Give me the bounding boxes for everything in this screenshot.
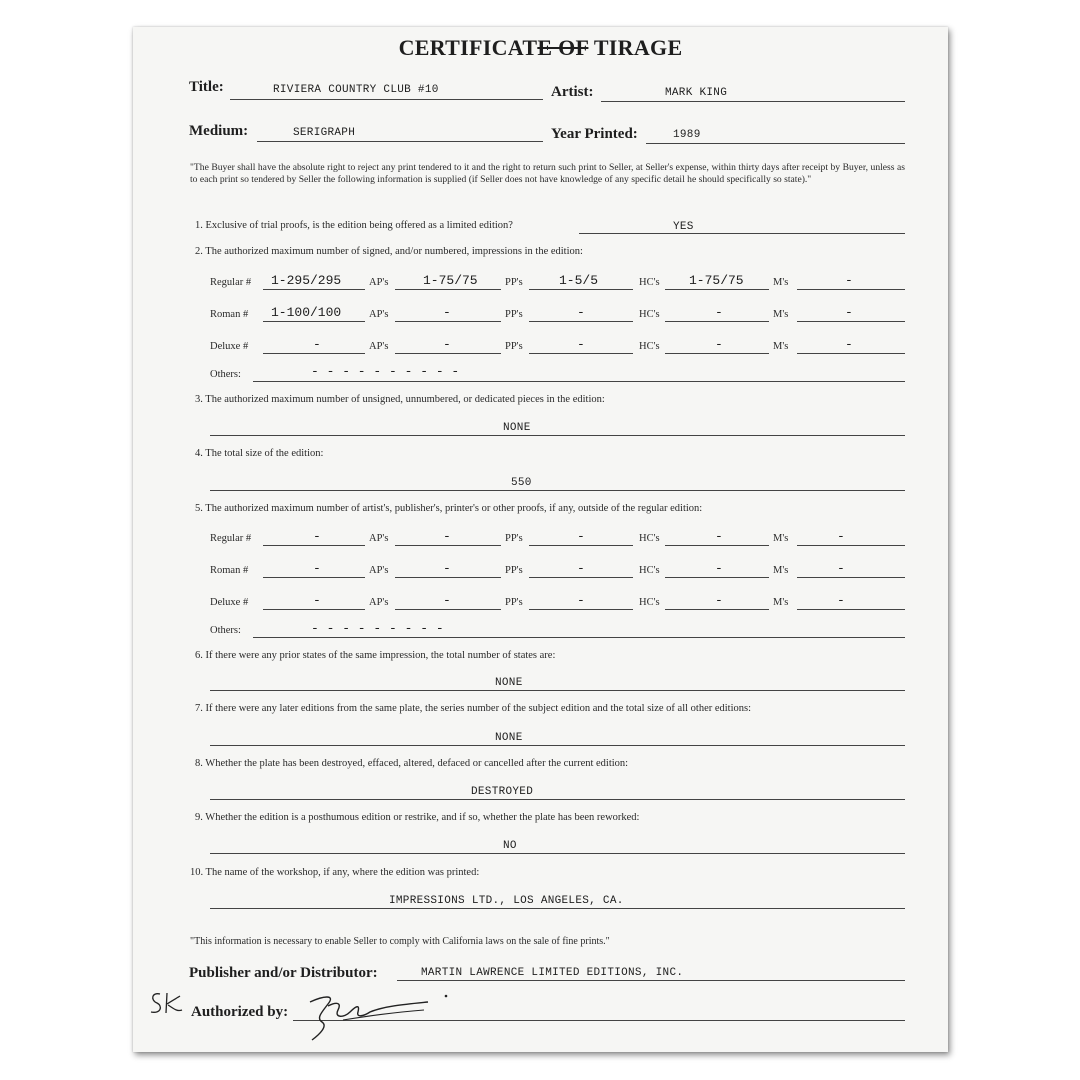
q6-line bbox=[210, 690, 905, 691]
q8-answer: DESTROYED bbox=[471, 786, 534, 798]
publisher-label: Publisher and/or Distributor: bbox=[189, 965, 378, 981]
intro-paragraph: "The Buyer shall have the absolute right to reject any print tendered to it and the right to return such print to Seller, at Seller's expense, within thirty days after receipt by Buyer, unless as to each print so tendered by Seller the following information is supplied (if Seller does not have knowledge of any specific detail he should specifically so state)." bbox=[190, 162, 905, 185]
q2-aps-line bbox=[395, 321, 501, 322]
q2-num-value: 1-100/100 bbox=[271, 305, 342, 320]
q5-num-value: - bbox=[313, 561, 321, 576]
hcs-label: HC's bbox=[639, 309, 660, 320]
q2-hcs-value: - bbox=[715, 305, 723, 320]
q5-num-value: - bbox=[313, 593, 321, 608]
pps-label: PP's bbox=[505, 565, 523, 576]
pps-label: PP's bbox=[505, 277, 523, 288]
q5-hcs-value: - bbox=[715, 593, 723, 608]
title-part-struck: E OF bbox=[537, 35, 589, 60]
q2-pps-line bbox=[529, 289, 633, 290]
q3-line bbox=[210, 435, 905, 436]
question-7: 7. If there were any later editions from the same plate, the series number of the subject edition and the total size of all other editions: bbox=[195, 703, 752, 714]
publisher-value: MARTIN LAWRENCE LIMITED EDITIONS, INC. bbox=[421, 967, 684, 979]
question-9: 9. Whether the edition is a posthumous edition or restrike, and if so, whether the plate has been reworked: bbox=[195, 812, 640, 823]
pps-label: PP's bbox=[505, 533, 523, 544]
q5-num-line bbox=[263, 545, 365, 546]
pps-label: PP's bbox=[505, 597, 523, 608]
q5-hcs-line bbox=[665, 545, 769, 546]
q2-pps-line bbox=[529, 353, 633, 354]
hcs-label: HC's bbox=[639, 597, 660, 608]
q2-hcs-value: 1-75/75 bbox=[689, 273, 744, 288]
year-value: 1989 bbox=[673, 129, 701, 141]
q2-hcs-line bbox=[665, 353, 769, 354]
authorized-label: Authorized by: bbox=[191, 1004, 289, 1020]
q5-num-line bbox=[263, 577, 365, 578]
artist-line bbox=[601, 101, 905, 102]
q2-pps-value: 1-5/5 bbox=[559, 273, 599, 288]
q2-pps-value: - bbox=[577, 305, 585, 320]
q5-num-value: - bbox=[313, 529, 321, 544]
q2-aps-value: 1-75/75 bbox=[423, 273, 478, 288]
q5-aps-line bbox=[395, 609, 501, 610]
q5-hcs-value: - bbox=[715, 561, 723, 576]
footer-note: "This information is necessary to enable Seller to comply with California laws on the sale of fine prints." bbox=[190, 936, 610, 947]
certificate-page bbox=[133, 27, 948, 1052]
ms-label: M's bbox=[773, 565, 789, 576]
q4-answer: 550 bbox=[511, 477, 532, 489]
ms-label: M's bbox=[773, 277, 789, 288]
aps-label: AP's bbox=[369, 565, 389, 576]
q5-ms-value: - bbox=[837, 561, 845, 576]
q2-hcs-value: - bbox=[715, 337, 723, 352]
q5-aps-line bbox=[395, 577, 501, 578]
q1-answer: YES bbox=[673, 221, 694, 233]
question-8: 8. Whether the plate has been destroyed, effaced, altered, defaced or cancelled after the current edition: bbox=[195, 758, 629, 769]
signature bbox=[298, 982, 468, 1042]
q5-aps-value: - bbox=[443, 561, 451, 576]
q2-hcs-line bbox=[665, 289, 769, 290]
q5-hcs-value: - bbox=[715, 529, 723, 544]
q2-others-label: Others: bbox=[210, 369, 241, 380]
pps-label: PP's bbox=[505, 309, 523, 320]
q5-hcs-line bbox=[665, 609, 769, 610]
q2-ms-value: - bbox=[845, 305, 853, 320]
q5-others-value: - - - - - - - - - bbox=[311, 621, 444, 636]
q6-answer: NONE bbox=[495, 677, 523, 689]
aps-label: AP's bbox=[369, 533, 389, 544]
q5-pps-value: - bbox=[577, 593, 585, 608]
q2-aps-line bbox=[395, 289, 501, 290]
q5-pps-line bbox=[529, 545, 633, 546]
q2-aps-line bbox=[395, 353, 501, 354]
aps-label: AP's bbox=[369, 597, 389, 608]
title-part: CERTIFICAT bbox=[398, 35, 538, 60]
certificate-title bbox=[133, 35, 948, 61]
q5-aps-value: - bbox=[443, 593, 451, 608]
q5-aps-value: - bbox=[443, 529, 451, 544]
artist-label: Artist: bbox=[551, 84, 594, 100]
q1-line bbox=[579, 233, 905, 234]
q7-answer: NONE bbox=[495, 732, 523, 744]
hcs-label: HC's bbox=[639, 341, 660, 352]
publisher-line bbox=[397, 980, 905, 981]
q2-num-value: 1-295/295 bbox=[271, 273, 342, 288]
hcs-label: HC's bbox=[639, 565, 660, 576]
q2-others-value: - - - - - - - - - - bbox=[311, 364, 460, 379]
q8-line bbox=[210, 799, 905, 800]
q4-line bbox=[210, 490, 905, 491]
q2-row-label: Regular # bbox=[210, 277, 252, 288]
hcs-label: HC's bbox=[639, 277, 660, 288]
q5-row-label: Roman # bbox=[210, 565, 249, 576]
q5-others-line bbox=[253, 637, 905, 638]
q2-pps-value: - bbox=[577, 337, 585, 352]
ms-label: M's bbox=[773, 309, 789, 320]
ms-label: M's bbox=[773, 341, 789, 352]
ms-label: M's bbox=[773, 597, 789, 608]
q5-hcs-line bbox=[665, 577, 769, 578]
q9-line bbox=[210, 853, 905, 854]
q5-ms-value: - bbox=[837, 529, 845, 544]
ms-label: M's bbox=[773, 533, 789, 544]
year-line bbox=[646, 143, 905, 144]
q3-answer: NONE bbox=[503, 422, 531, 434]
title-part: TIRAGE bbox=[588, 35, 683, 60]
q2-aps-value: - bbox=[443, 337, 451, 352]
title-label: Title: bbox=[189, 79, 224, 95]
pps-label: PP's bbox=[505, 341, 523, 352]
medium-value: SERIGRAPH bbox=[293, 127, 356, 139]
q2-num-line bbox=[263, 321, 365, 322]
question-10: 10. The name of the workshop, if any, where the edition was printed: bbox=[190, 867, 480, 878]
artist-value: MARK KING bbox=[665, 87, 728, 99]
q2-row-label: Deluxe # bbox=[210, 341, 249, 352]
q5-num-line bbox=[263, 609, 365, 610]
aps-label: AP's bbox=[369, 277, 389, 288]
medium-line bbox=[257, 141, 543, 142]
q5-pps-value: - bbox=[577, 561, 585, 576]
q5-ms-line bbox=[797, 577, 905, 578]
question-2: 2. The authorized maximum number of signed, and/or numbered, impressions in the edition: bbox=[195, 246, 583, 257]
q5-ms-line bbox=[797, 609, 905, 610]
q2-row-label: Roman # bbox=[210, 309, 249, 320]
q5-ms-value: - bbox=[837, 593, 845, 608]
q7-line bbox=[210, 745, 905, 746]
q2-ms-line bbox=[797, 353, 905, 354]
q9-answer: NO bbox=[503, 840, 517, 852]
q2-ms-value: - bbox=[845, 273, 853, 288]
question-1: 1. Exclusive of trial proofs, is the edition being offered as a limited edition? bbox=[195, 220, 513, 231]
medium-label: Medium: bbox=[189, 123, 249, 139]
q2-num-line bbox=[263, 353, 365, 354]
question-3: 3. The authorized maximum number of unsigned, unnumbered, or dedicated pieces in the edition: bbox=[195, 394, 605, 405]
q2-others-line bbox=[253, 381, 905, 382]
q2-num-value: - bbox=[313, 337, 321, 352]
q5-others-label: Others: bbox=[210, 625, 241, 636]
q10-answer: IMPRESSIONS LTD., LOS ANGELES, CA. bbox=[389, 895, 624, 907]
q5-pps-value: - bbox=[577, 529, 585, 544]
q5-ms-line bbox=[797, 545, 905, 546]
title-line bbox=[230, 99, 543, 100]
q5-row-label: Deluxe # bbox=[210, 597, 249, 608]
title-value: RIVIERA COUNTRY CLUB #10 bbox=[273, 84, 439, 96]
q2-hcs-line bbox=[665, 321, 769, 322]
q2-ms-line bbox=[797, 289, 905, 290]
hcs-label: HC's bbox=[639, 533, 660, 544]
handwritten-initials-sk bbox=[147, 990, 189, 1020]
aps-label: AP's bbox=[369, 341, 389, 352]
aps-label: AP's bbox=[369, 309, 389, 320]
q10-line bbox=[210, 908, 905, 909]
year-label: Year Printed: bbox=[551, 126, 638, 142]
q5-row-label: Regular # bbox=[210, 533, 252, 544]
q2-ms-value: - bbox=[845, 337, 853, 352]
q2-num-line bbox=[263, 289, 365, 290]
q5-pps-line bbox=[529, 577, 633, 578]
question-5: 5. The authorized maximum number of artist's, publisher's, printer's or other proofs, if any, outside of the regular edition: bbox=[195, 503, 703, 514]
q2-aps-value: - bbox=[443, 305, 451, 320]
q2-ms-line bbox=[797, 321, 905, 322]
question-6: 6. If there were any prior states of the same impression, the total number of states are: bbox=[195, 650, 556, 661]
q5-pps-line bbox=[529, 609, 633, 610]
q2-pps-line bbox=[529, 321, 633, 322]
q5-aps-line bbox=[395, 545, 501, 546]
question-4: 4. The total size of the edition: bbox=[195, 448, 324, 459]
